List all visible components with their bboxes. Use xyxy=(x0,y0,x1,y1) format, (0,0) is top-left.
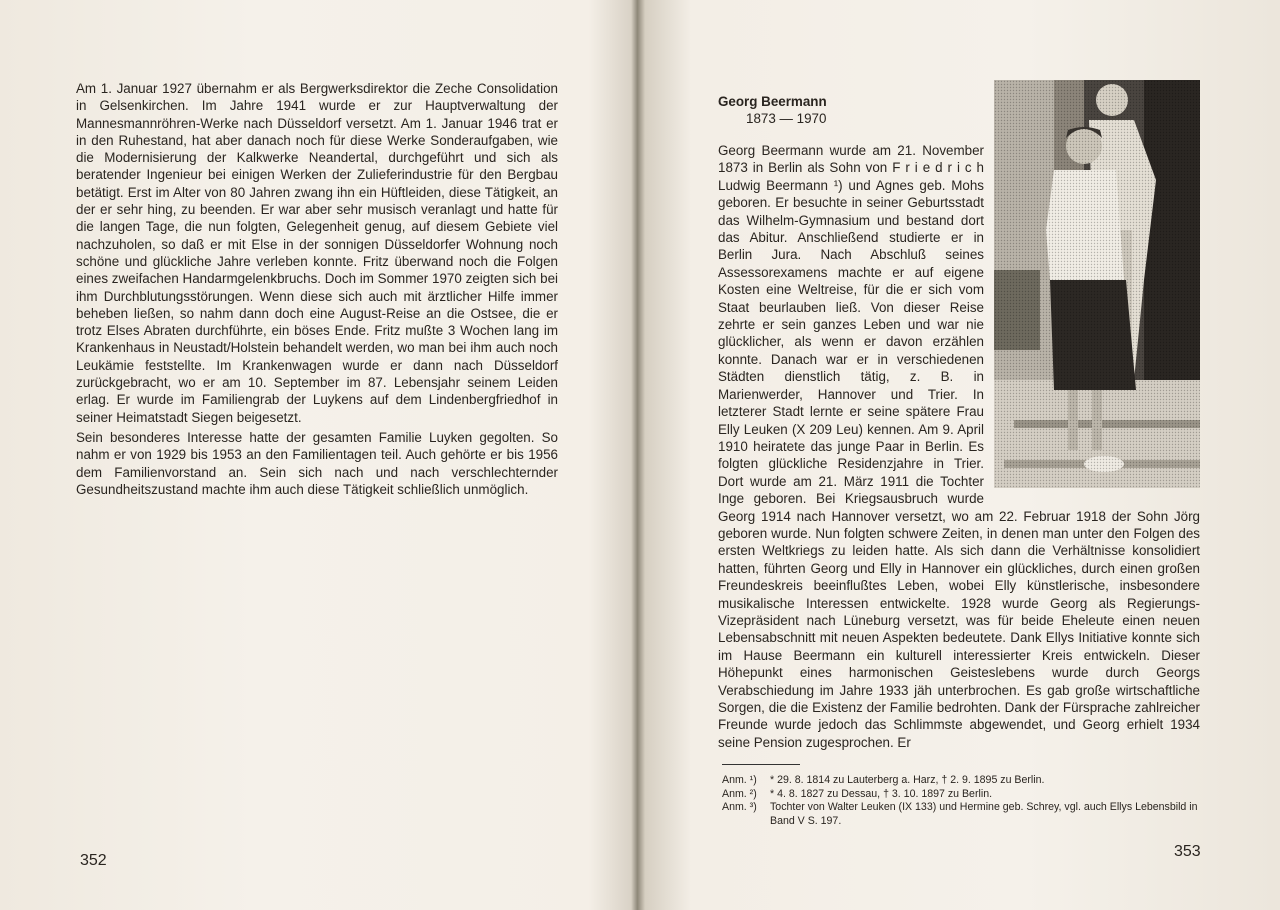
footnote-rule xyxy=(722,764,800,765)
footnote xyxy=(722,774,1202,788)
paragraph: Sein besonderes Interesse hatte der gesamten Familie Luyken gegolten. So nahm er von 1929 bis 1953 an den Familientagen teil. Auch gehörte er bis 1956 dem Familienvorstand an. Sein sich nach und nach verschlechternder Gesundheitszustand machte ihm auch diese Tätigkeit schließlich unmöglich. xyxy=(76,429,558,497)
paragraph: Am 1. Januar 1927 übernahm er als Bergwerksdirektor die Zeche Consolidation in Gelsenkirchen. Im Jahre 1941 wurde er zur Hauptverwaltung der Mannesmannröhren-Werke nach Düsseldorf versetzt. Am 1. Januar 1946 trat er in den Ruhestand, hat aber danach noch für diese Werke Sonderaufgaben, wie die Modernisierung der Kalkwerke Neandertal, durchgeführt und sich als beratender Ingenieur bei einigen Werken der Zulieferindustrie für den Bergbau betätigt. Erst im Alter von 80 Jahren zwang ihn ein Hüftleiden, diese Tätigkeit, an der er sehr hing, zu beenden. Er war aber sehr musisch veranlagt und hatte für die langen Tage, die nun folgten, Gelegenheit genug, auf diesem Gebiete viel nachzuholen, so daß er mit Else in der sonnigen Düsseldorfer Wohnung noch schöne und glückliche Jahre verleben konnte. Fritz überwand noch die Folgen eines zweifachen Handarmgelenkbruchs. Doch im Sommer 1970 zeigten sich bei ihm Durchblutungsstörungen. Wenn diese sich auch mit ärztlicher Hilfe immer beheben ließen, so nahm dann doch eine August-Reise an die Ostsee, die er trotz Elses Abraten durchführte, ein böses Ende. Fritz mußte 3 Wochen lang im Krankenhaus in Neustadt/Holstein behandelt werden, wo man bei ihm auch noch Leukämie feststellte. Im Krankenwagen wurde er dann nach Düsseldorf zurückgebracht, wo er am 10. September im 87. Lebensjahr seinem Leiden erlag. Er wurde im Familiengrab der Luykens auf dem Lindenbergfriedhof in seiner Heimatstadt Siegen beigesetzt. xyxy=(76,81,558,425)
page-number: 352 xyxy=(80,852,107,869)
biography-paragraph: Georg Beermann wurde am 21. November 1873 in Berlin als Sohn von F r i e d r i c h Ludwig Beermann ¹) und Agnes geb. Mohs geboren. Er besuchte in seiner Geburtsstadt das Wilhelm-Gymnasium und bestand dort das Abitur. Anschließend studierte er in Berlin Jura. Nach Abschluß seines Assessorexamens machte er auf eigene Kosten eine Weltreise, für die er sich vom Staat beurlauben ließ. Von dieser Reise zehrte er sein ganzes Leben und war nie glücklicher, als wenn er davon erzählen konnte. Danach war er in verschiedenen Städten dienstlich tätig, z. B. in Marienwerder, Hannover und Trier. In letzterer Stadt lernte er seine spätere Frau Elly Leuken (X 209 Leu) kennen. Am 9. April 1910 heiratete das junge Paar in Berlin. Es folgten glückliche Residenzjahre in Trier. Dort wurde am 21. März 1911 die Tochter Inge geboren. Bei Kriegsausbruch wurde Georg 1914 nach Hannover versetzt, wo am 22. Februar 1918 der Sohn Jörg geboren wurde. Nun folgten schwere Zeiten, in denen man unter den Folgen des ersten Weltkriegs zu leiden hatte. Als sich dann die Verhältnisse konsolidiert hatten, führten Georg und Elly in Hannover ein glückliches, durch einen großen Freundeskreis beeinflußtes Leben, wobei Elly künstlerische, insbesondere musikalische Interessen entwickelte. 1928 wurde Georg als Regierungs-Vizepräsident nach Lüneburg versetzt, was für beide Eheleute einen neuen Lebensabschnitt mit neuen Aspekten bedeutete. Dank Ellys Initiative konnte sich im Hause Beermann ein kulturell interessierter Kreis entwickeln. Dieser Höhepunkt eines harmonischen Geisteslebens wurde durch Georgs Verabschiedung im Jahre 1933 jäh unterbrochen. Es gab große wirtschaftliche Sorgen, die die Existenz der Familie bedrohten. Dank der Fürsprache zahlreicher Freunde wurde jedoch das Schlimmste abgewendet, und Georg erhielt 1934 seine Pension zugesprochen. Er xyxy=(718,143,1200,750)
footnote-text: * 4. 8. 1827 zu Dessau, † 3. 10. 1897 zu Berlin. xyxy=(770,787,993,800)
footnote xyxy=(722,801,1202,828)
left-page xyxy=(0,0,636,910)
biography-text xyxy=(718,142,1200,751)
footnotes xyxy=(722,774,1202,828)
footnote-key: Anm. ²) xyxy=(722,787,757,800)
left-page-text xyxy=(76,80,558,498)
footnote-key: Anm. ³) xyxy=(722,801,757,814)
couple-photo xyxy=(994,80,1200,488)
biography-years: 1873 — 1970 xyxy=(746,111,827,126)
footnote-text: Tochter von Walter Leuken (IX 133) und Hermine geb. Schrey, vgl. auch Ellys Lebensbild in Band V S. 197. xyxy=(770,801,1198,827)
footnote-text: * 29. 8. 1814 zu Lauterberg a. Harz, † 2. 9. 1895 zu Berlin. xyxy=(770,774,1045,786)
page-number: 353 xyxy=(1174,843,1201,860)
footnote xyxy=(722,788,1202,802)
right-page xyxy=(642,0,1280,910)
footnote-key: Anm. ¹) xyxy=(722,774,757,786)
biography-heading: Georg Beermann xyxy=(718,94,827,109)
